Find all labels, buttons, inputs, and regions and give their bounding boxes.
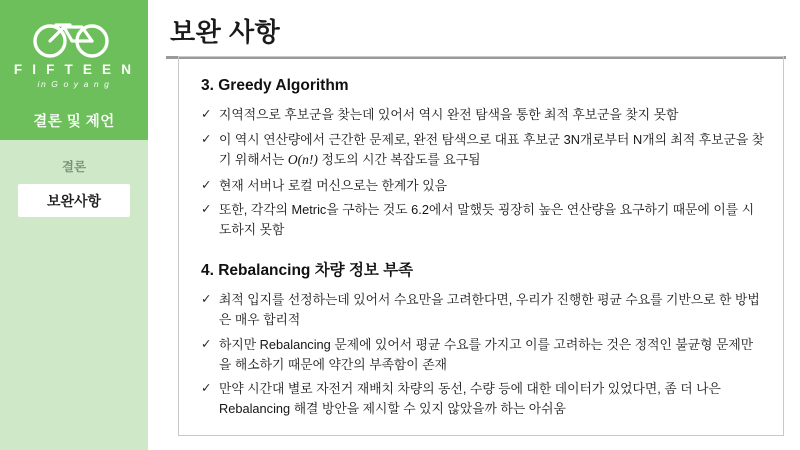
list-item-text: 또한, 각각의 Metric을 구하는 것도 6.2에서 말했듯 굉장히 높은 연산량을 요구하기 때문에 이를 시도하지 못함 bbox=[219, 202, 755, 238]
list-item-text: 하지만 Rebalancing 문제에 있어서 평균 수요를 가지고 이를 고려하는 것은 정적인 불균형 문제만을 해소하기 때문에 약간의 부족함이 존재 bbox=[219, 336, 754, 372]
sidebar-item-supplement[interactable]: 보완사항 bbox=[18, 184, 130, 217]
main-content bbox=[148, 0, 800, 450]
list-item-text: 최적 입지를 선정하는데 있어서 수요만을 고려한다면, 우리가 진행한 평균 수요를 기반으로 한 방법은 매우 합리적 bbox=[219, 292, 760, 327]
list-item-text: 이 역시 연산량에서 근간한 문제로, 완전 탐색으로 대표 후보군 3N개로부터 N개의 최적 후보군을 찾기 위해서는 O(n!) 정도의 시간 복잡도를 요구됨 bbox=[219, 131, 765, 167]
bicycle-logo-icon bbox=[26, 15, 122, 61]
check-icon: ✓ bbox=[201, 177, 212, 192]
logo-panel bbox=[0, 0, 148, 100]
list-item-text: 만약 시간대 별로 자전거 재배치 차량의 동선, 수량 등에 대한 데이터가 있었다면, 좀 더 나은 Rebalancing 해결 방안을 제시할 수 있지 않았을까 하는 아쉬움 bbox=[219, 381, 721, 417]
list-item bbox=[201, 379, 765, 419]
list-item-text: 지역적으로 후보군을 찾는데 있어서 역시 완전 탐색을 통한 최적 후보군을 찾지 못함 bbox=[219, 107, 679, 122]
check-icon: ✓ bbox=[201, 292, 212, 307]
check-icon: ✓ bbox=[201, 202, 212, 217]
list-item-text: 현재 서버나 로컬 머신으로는 한계가 있음 bbox=[219, 177, 447, 193]
list-item bbox=[201, 176, 765, 196]
list-item bbox=[201, 130, 765, 171]
check-icon: ✓ bbox=[201, 107, 212, 121]
list-item bbox=[201, 290, 765, 330]
sidebar-section-label: 결론 및 제언 bbox=[33, 113, 115, 130]
bullet-list-rebalancing bbox=[201, 290, 765, 419]
sidebar-item-conclusion[interactable]: 결론 bbox=[61, 160, 87, 174]
sidebar bbox=[0, 0, 148, 450]
check-icon: ✓ bbox=[201, 336, 212, 351]
section-heading-greedy: 3. Greedy Algorithm bbox=[201, 77, 349, 94]
check-icon: ✓ bbox=[201, 131, 212, 146]
page-title: 보완 사항 bbox=[170, 17, 281, 47]
sidebar-filler bbox=[0, 233, 148, 450]
sidebar-section-band bbox=[0, 100, 148, 140]
logo-sub-text: in G o y a n g bbox=[37, 79, 111, 89]
list-item bbox=[201, 200, 765, 240]
content-box bbox=[178, 56, 784, 436]
list-item bbox=[201, 105, 765, 125]
bullet-list-greedy bbox=[201, 105, 765, 240]
sidebar-nav bbox=[0, 140, 148, 233]
section-heading-rebalancing: 4. Rebalancing 차량 정보 부족 bbox=[201, 262, 414, 280]
check-icon: ✓ bbox=[201, 381, 212, 396]
list-item bbox=[201, 335, 765, 375]
logo-brand-text: F I F T E E N bbox=[13, 62, 135, 77]
